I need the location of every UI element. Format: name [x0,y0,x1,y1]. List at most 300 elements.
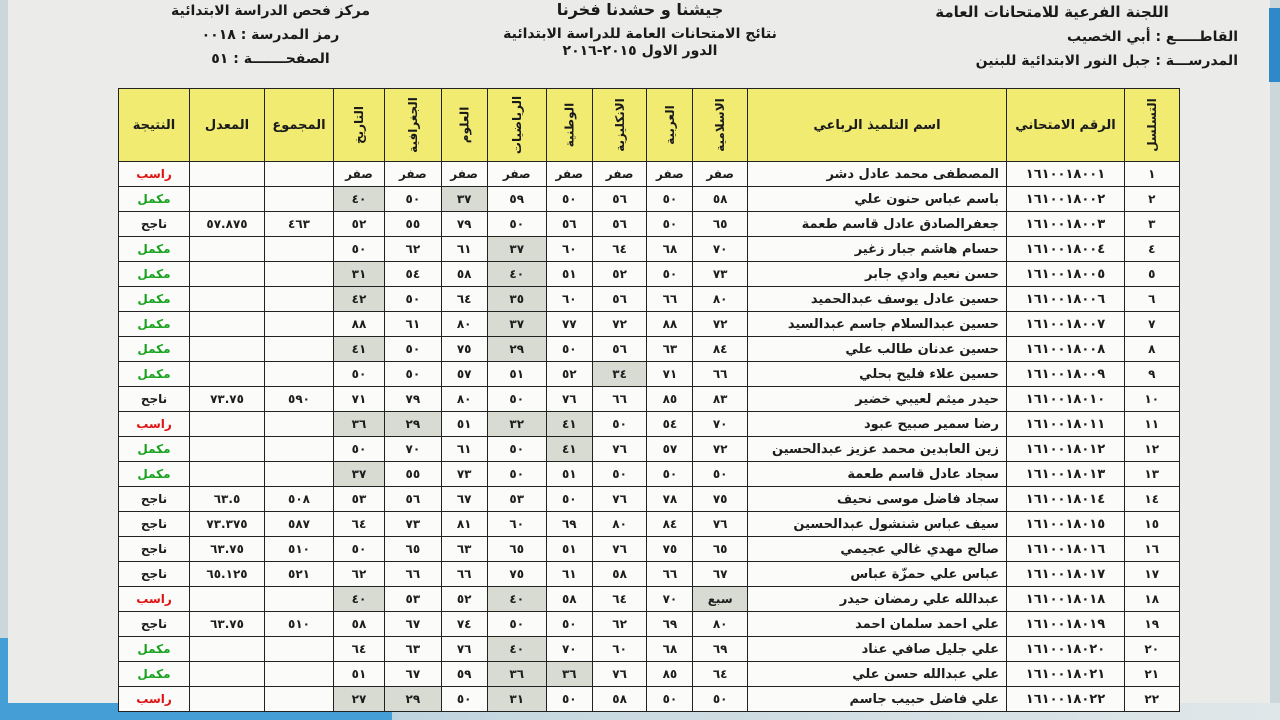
score-cell-national: ٧٧ [546,312,592,337]
score-cell-islamic: ٦٩ [693,637,748,662]
score-cell-english: ٥٦ [592,187,647,212]
score-cell-history: ٥٠ [334,362,385,387]
score-cell-geography: ٦٧ [385,612,442,637]
result-cell: مكمل [119,262,190,287]
score-cell-english: ٥٨ [592,687,647,712]
total-cell [265,462,334,487]
result-cell: راسب [119,162,190,187]
serial-cell: ١٠ [1124,387,1179,412]
serial-cell: ١٥ [1124,512,1179,537]
serial-header: التسلسل [1124,89,1179,162]
score-cell-english: ٧٢ [592,312,647,337]
score-cell-english: ٥٨ [592,562,647,587]
exam-number-cell: ١٦١٠٠١٨٠١٢ [1006,437,1124,462]
table-row [119,562,1180,587]
score-cell-national: ٥٠ [546,612,592,637]
score-cell-islamic: ٧٠ [693,412,748,437]
header-row [119,89,1180,162]
score-cell-islamic: ٨٠ [693,612,748,637]
score-cell-arabic: ٥٧ [647,437,693,462]
score-cell-math: ٣٧ [487,237,546,262]
serial-cell: ١٨ [1124,587,1179,612]
score-cell-science: ٦٣ [441,537,487,562]
score-cell-english: ٦٤ [592,237,647,262]
score-cell-history: ٥٠ [334,237,385,262]
total-cell [265,637,334,662]
total-cell [265,162,334,187]
score-cell-math: ٥٠ [487,212,546,237]
exam-round: الدور الاول ٢٠١٥-٢٠١٦ [562,43,718,59]
score-cell-science: ٥١ [441,412,487,437]
score-cell-math: ٣٧ [487,312,546,337]
table-row [119,262,1180,287]
student-name-cell: حسام هاشم جبار زغير [747,237,1006,262]
score-cell-math: ٤٠ [487,637,546,662]
serial-cell: ١٦ [1124,537,1179,562]
average-cell [190,337,265,362]
score-cell-national: ٤١ [546,412,592,437]
score-cell-geography: ٦٧ [385,662,442,687]
student-name-cell: حسين علاء فليح بحلي [747,362,1006,387]
score-cell-arabic: ٦٣ [647,337,693,362]
serial-cell: ١١ [1124,412,1179,437]
total-cell [265,662,334,687]
score-cell-geography: ٢٩ [385,412,442,437]
table-row [119,412,1180,437]
score-cell-science: ٧٩ [441,212,487,237]
score-cell-english: ٦٠ [592,637,647,662]
table-row [119,437,1180,462]
average-cell [190,412,265,437]
table-row [119,337,1180,362]
score-cell-science: ٣٧ [441,187,487,212]
score-cell-math: ٣٥ [487,287,546,312]
score-cell-geography: ٧٣ [385,512,442,537]
average-cell: ٦٥.١٢٥ [190,562,265,587]
committee-title: اللجنة الفرعية للامتحانات العامة [935,3,1169,21]
score-cell-history: ٣٦ [334,412,385,437]
score-cell-math: ٥٠ [487,387,546,412]
total-cell: ٤٦٣ [265,212,334,237]
score-cell-islamic: ٥٠ [693,687,748,712]
score-cell-history: ٦٢ [334,562,385,587]
header-block-center [432,0,848,59]
score-cell-national: صفر [546,162,592,187]
total-cell: ٥١٠ [265,612,334,637]
score-cell-math: ٣١ [487,687,546,712]
score-cell-math: ٦٥ [487,537,546,562]
score-cell-math: ٣٢ [487,412,546,437]
student-name-cell: رضا سمير صبيح عبود [747,412,1006,437]
average-cell: ٦٣.٧٥ [190,537,265,562]
subject-header-science: العلوم [441,89,487,162]
average-cell: ٦٣.٧٥ [190,612,265,637]
score-cell-geography: ٧٩ [385,387,442,412]
score-cell-english: ٥٦ [592,337,647,362]
total-cell [265,237,334,262]
score-cell-arabic: ٦٦ [647,562,693,587]
score-cell-national: ٦٠ [546,287,592,312]
total-cell: ٥١٠ [265,537,334,562]
table-row [119,187,1180,212]
score-cell-science: ٨٠ [441,387,487,412]
score-cell-science: ٥٩ [441,662,487,687]
score-cell-math: ٦٠ [487,512,546,537]
score-cell-arabic: ٦٦ [647,287,693,312]
total-cell [265,687,334,712]
score-cell-english: ٧٦ [592,437,647,462]
score-cell-science: ٨١ [441,512,487,537]
score-cell-english: ٦٢ [592,612,647,637]
score-cell-geography: ٥٠ [385,187,442,212]
score-cell-islamic: ٧٣ [693,262,748,287]
score-cell-english: ٦٦ [592,387,647,412]
table-row [119,512,1180,537]
average-cell [190,437,265,462]
score-cell-english: ٨٠ [592,512,647,537]
score-cell-math: ٥٩ [487,187,546,212]
exam-number-cell: ١٦١٠٠١٨٠٠٨ [1006,337,1124,362]
exam-number-header: الرقم الامتحاني [1006,89,1124,162]
left-blue-bar [0,638,8,720]
score-cell-national: ٥٠ [546,487,592,512]
average-cell: ٧٣.٣٧٥ [190,512,265,537]
score-cell-geography: ٥٤ [385,262,442,287]
average-cell: ٥٧.٨٧٥ [190,212,265,237]
score-cell-geography: ٦٢ [385,237,442,262]
score-cell-history: ٢٧ [334,687,385,712]
result-cell: ناجح [119,612,190,637]
score-cell-science: ٦١ [441,237,487,262]
serial-cell: ١٣ [1124,462,1179,487]
student-name-cell: حسين عادل يوسف عبدالحميد [747,287,1006,312]
total-cell [265,412,334,437]
total-cell [265,437,334,462]
student-name-cell: حسين عبدالسلام جاسم عبدالسيد [747,312,1006,337]
score-cell-math: ٥٠ [487,462,546,487]
table-row [119,212,1180,237]
score-cell-math: ٧٥ [487,562,546,587]
score-cell-math: ٤٠ [487,587,546,612]
subject-header-math: الرياضيات [487,89,546,162]
result-cell: راسب [119,412,190,437]
result-cell: مكمل [119,187,190,212]
exam-number-cell: ١٦١٠٠١٨٠٠١ [1006,162,1124,187]
score-cell-geography: ٥٠ [385,287,442,312]
score-cell-history: ٧١ [334,387,385,412]
result-cell: مكمل [119,362,190,387]
score-cell-national: ٥٠ [546,187,592,212]
right-blue-bar [1269,8,1280,82]
score-cell-history: ٤٠ [334,587,385,612]
score-cell-national: ٥٦ [546,212,592,237]
score-cell-arabic: ٥٤ [647,412,693,437]
score-cell-national: ٥٠ [546,687,592,712]
score-cell-history: ٤٠ [334,187,385,212]
results-tbody [119,162,1180,712]
exam-number-cell: ١٦١٠٠١٨٠١٦ [1006,537,1124,562]
subject-header-arabic: العربية [647,89,693,162]
score-cell-math: ٣٦ [487,662,546,687]
results-table [118,88,1180,712]
serial-cell: ٢٠ [1124,637,1179,662]
score-cell-geography: ٥٠ [385,337,442,362]
subject-header-geography: الجغرافية [385,89,442,162]
serial-cell: ٣ [1124,212,1179,237]
score-cell-national: ٦٩ [546,512,592,537]
student-name-cell: علي جليل صافي عناد [747,637,1006,662]
score-cell-arabic: ٥٠ [647,212,693,237]
total-cell [265,337,334,362]
score-cell-math: ٥٠ [487,612,546,637]
score-cell-geography: ٦٥ [385,537,442,562]
score-cell-arabic: ٧٠ [647,587,693,612]
average-header: المعدل [190,89,265,162]
average-cell [190,587,265,612]
exam-number-cell: ١٦١٠٠١٨٠٢١ [1006,662,1124,687]
average-cell [190,687,265,712]
result-cell: مكمل [119,462,190,487]
serial-cell: ١٤ [1124,487,1179,512]
score-cell-arabic: ٨٤ [647,512,693,537]
slogan-text: جيشنا و حشدنا فخرنا [556,0,724,19]
student-name-cell: علي فاضل حبيب جاسم [747,687,1006,712]
page-title: نتائج الامتحانات العامة للدراسة الابتدائية [503,26,777,42]
total-cell: ٥٢١ [265,562,334,587]
score-cell-geography: ٥٦ [385,487,442,512]
average-cell [190,362,265,387]
student-name-cell: حسين عدنان طالب علي [747,337,1006,362]
score-cell-arabic: ٥٠ [647,687,693,712]
score-cell-geography: ٦١ [385,312,442,337]
exam-number-cell: ١٦١٠٠١٨٠٢٢ [1006,687,1124,712]
score-cell-history: ٨٨ [334,312,385,337]
score-cell-history: ٦٤ [334,512,385,537]
student-name-header: اسم التلميذ الرباعي [747,89,1006,162]
total-cell [265,287,334,312]
serial-cell: ٥ [1124,262,1179,287]
score-cell-arabic: ٨٥ [647,662,693,687]
result-cell: ناجح [119,537,190,562]
header-block-left [108,3,433,67]
serial-cell: ٨ [1124,337,1179,362]
score-cell-national: ٦١ [546,562,592,587]
score-cell-arabic: ٨٨ [647,312,693,337]
header-block-right [842,3,1262,69]
score-cell-science: ٥٧ [441,362,487,387]
table-row [119,487,1180,512]
score-cell-science: ٥٨ [441,262,487,287]
total-cell [265,187,334,212]
score-cell-history: ٦٤ [334,637,385,662]
score-cell-arabic: ٥٠ [647,462,693,487]
score-cell-science: ٦١ [441,437,487,462]
score-cell-english: ٧٦ [592,662,647,687]
score-cell-geography: ٥٥ [385,212,442,237]
score-cell-national: ٦٠ [546,237,592,262]
student-name-cell: جعفرالصادق عادل قاسم طعمة [747,212,1006,237]
score-cell-arabic: ٧٨ [647,487,693,512]
score-cell-arabic: ٦٨ [647,637,693,662]
score-cell-history: ٣٧ [334,462,385,487]
exam-number-cell: ١٦١٠٠١٨٠٠٥ [1006,262,1124,287]
score-cell-islamic: ٦٥ [693,537,748,562]
result-cell: ناجح [119,212,190,237]
total-cell [265,312,334,337]
score-cell-islamic: ٨٤ [693,337,748,362]
average-cell [190,312,265,337]
score-cell-islamic: ٧٥ [693,487,748,512]
average-cell [190,162,265,187]
score-cell-history: صفر [334,162,385,187]
table-row [119,612,1180,637]
student-name-cell: زين العابدين محمد عزيز عبدالحسين [747,437,1006,462]
score-cell-islamic: سبع [693,587,748,612]
score-cell-islamic: ٨٠ [693,287,748,312]
exam-number-cell: ١٦١٠٠١٨٠٠٤ [1006,237,1124,262]
result-cell: ناجح [119,487,190,512]
score-cell-english: ٥٦ [592,287,647,312]
score-cell-islamic: ٦٧ [693,562,748,587]
score-cell-islamic: ٦٦ [693,362,748,387]
result-cell: ناجح [119,512,190,537]
score-cell-national: ٧٦ [546,387,592,412]
score-cell-history: ٤٢ [334,287,385,312]
total-cell [265,362,334,387]
score-cell-national: ٥٨ [546,587,592,612]
score-cell-history: ٥١ [334,662,385,687]
score-cell-history: ٤١ [334,337,385,362]
score-cell-english: ٥٦ [592,212,647,237]
score-cell-science: ٦٤ [441,287,487,312]
score-cell-islamic: ٧٢ [693,312,748,337]
total-cell: ٥٩٠ [265,387,334,412]
student-name-cell: علي احمد سلمان احمد [747,612,1006,637]
total-cell [265,262,334,287]
score-cell-science: صفر [441,162,487,187]
score-cell-science: ٦٦ [441,562,487,587]
result-cell: مكمل [119,287,190,312]
district-line: القاطـــــع : أبي الخصيب [1067,29,1238,45]
score-cell-science: ٥٠ [441,687,487,712]
score-cell-history: ٥٠ [334,437,385,462]
result-header: النتيجة [119,89,190,162]
score-cell-history: ٥٢ [334,212,385,237]
result-cell: مكمل [119,437,190,462]
exam-number-cell: ١٦١٠٠١٨٠١٨ [1006,587,1124,612]
serial-cell: ١ [1124,162,1179,187]
score-cell-science: ٧٤ [441,612,487,637]
score-cell-national: ٥١ [546,262,592,287]
score-cell-english: ٧٦ [592,487,647,512]
student-name-cell: حسن نعيم وادي جابر [747,262,1006,287]
student-name-cell: عبدالله علي رمضان حيدر [747,587,1006,612]
score-cell-geography: ٥٥ [385,462,442,487]
score-cell-science: ٧٦ [441,637,487,662]
exam-number-cell: ١٦١٠٠١٨٠١٠ [1006,387,1124,412]
score-cell-english: ٥٠ [592,412,647,437]
score-cell-national: ٥٢ [546,362,592,387]
score-cell-islamic: ٧٢ [693,437,748,462]
result-cell: مكمل [119,637,190,662]
score-cell-arabic: ٨٥ [647,387,693,412]
exam-number-cell: ١٦١٠٠١٨٠١٧ [1006,562,1124,587]
average-cell [190,187,265,212]
score-cell-math: ٥٠ [487,437,546,462]
score-cell-english: ٧٦ [592,537,647,562]
total-cell [265,587,334,612]
score-cell-math: ٥١ [487,362,546,387]
student-name-cell: عباس علي حمزّة عباس [747,562,1006,587]
table-row [119,162,1180,187]
table-row [119,587,1180,612]
score-cell-geography: ٥٣ [385,587,442,612]
score-cell-science: ٨٠ [441,312,487,337]
exam-number-cell: ١٦١٠٠١٨٠٠٧ [1006,312,1124,337]
subject-header-english: الانكليزية [592,89,647,162]
exam-number-cell: ١٦١٠٠١٨٠٢٠ [1006,637,1124,662]
table-row [119,312,1180,337]
subject-header-history: التاريخ [334,89,385,162]
result-cell: مكمل [119,662,190,687]
score-cell-national: ٣٦ [546,662,592,687]
score-cell-science: ٧٣ [441,462,487,487]
score-cell-national: ٥١ [546,462,592,487]
serial-cell: ١٧ [1124,562,1179,587]
total-cell: ٥٠٨ [265,487,334,512]
table-row [119,462,1180,487]
average-cell [190,287,265,312]
score-cell-arabic: صفر [647,162,693,187]
average-cell [190,262,265,287]
score-cell-english: صفر [592,162,647,187]
score-cell-math: ٢٩ [487,337,546,362]
table-row [119,662,1180,687]
average-cell: ٧٣.٧٥ [190,387,265,412]
table-row [119,362,1180,387]
exam-center-name: مركز فحص الدراسة الابتدائية [170,3,370,19]
exam-number-cell: ١٦١٠٠١٨٠١٣ [1006,462,1124,487]
score-cell-islamic: ٦٥ [693,212,748,237]
table-row [119,387,1180,412]
score-cell-arabic: ٥٠ [647,262,693,287]
school-code-line: رمز المدرسة : ٠٠١٨ [201,27,340,43]
score-cell-arabic: ٦٨ [647,237,693,262]
score-cell-arabic: ٧١ [647,362,693,387]
exam-number-cell: ١٦١٠٠١٨٠١٩ [1006,612,1124,637]
score-cell-science: ٦٧ [441,487,487,512]
exam-number-cell: ١٦١٠٠١٨٠٠٣ [1006,212,1124,237]
exam-number-cell: ١٦١٠٠١٨٠١١ [1006,412,1124,437]
score-cell-geography: ٧٠ [385,437,442,462]
total-header: المجموع [265,89,334,162]
serial-cell: ٦ [1124,287,1179,312]
score-cell-geography: ٦٦ [385,562,442,587]
score-cell-national: ٤١ [546,437,592,462]
score-cell-english: ٣٤ [592,362,647,387]
table-row [119,287,1180,312]
score-cell-national: ٧٠ [546,637,592,662]
serial-cell: ٧ [1124,312,1179,337]
result-cell: راسب [119,687,190,712]
average-cell [190,462,265,487]
score-cell-geography: ٢٩ [385,687,442,712]
student-name-cell: سجاد فاضل موسى نحيف [747,487,1006,512]
score-cell-geography: ٥٠ [385,362,442,387]
average-cell [190,637,265,662]
student-name-cell: سجاد عادل قاسم طعمة [747,462,1006,487]
score-cell-islamic: ٨٣ [693,387,748,412]
